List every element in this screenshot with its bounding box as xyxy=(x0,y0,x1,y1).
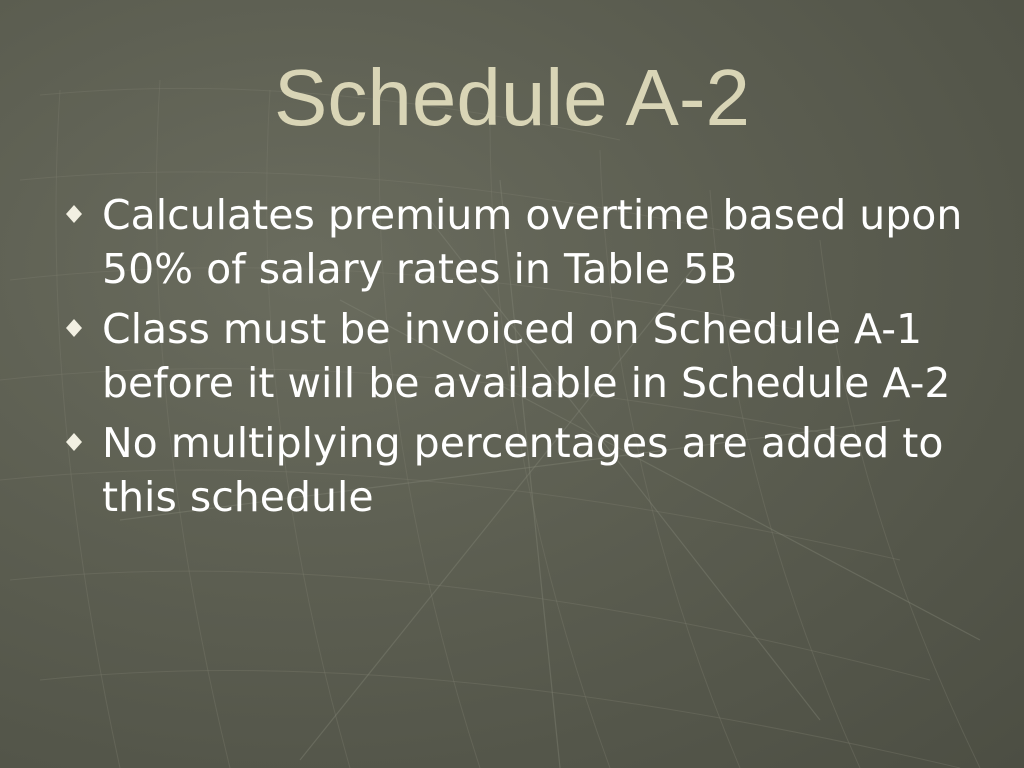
bullet-item xyxy=(60,416,980,524)
bullet-list xyxy=(60,188,980,530)
diamond-bullet-icon xyxy=(64,202,84,226)
bullet-item xyxy=(60,302,980,410)
bullet-text: Calculates premium overtime based upon 50% of salary rates in Table 5B xyxy=(102,191,963,293)
diamond-bullet-icon xyxy=(64,430,84,454)
diamond-bullet-icon xyxy=(64,316,84,340)
slide-title: Schedule A-2 xyxy=(274,53,750,142)
bullet-item xyxy=(60,188,980,296)
bullet-text: Class must be invoiced on Schedule A-1 before it will be available in Schedule A-2 xyxy=(102,305,951,407)
bullet-text: No multiplying percentages are added to this schedule xyxy=(102,419,944,521)
